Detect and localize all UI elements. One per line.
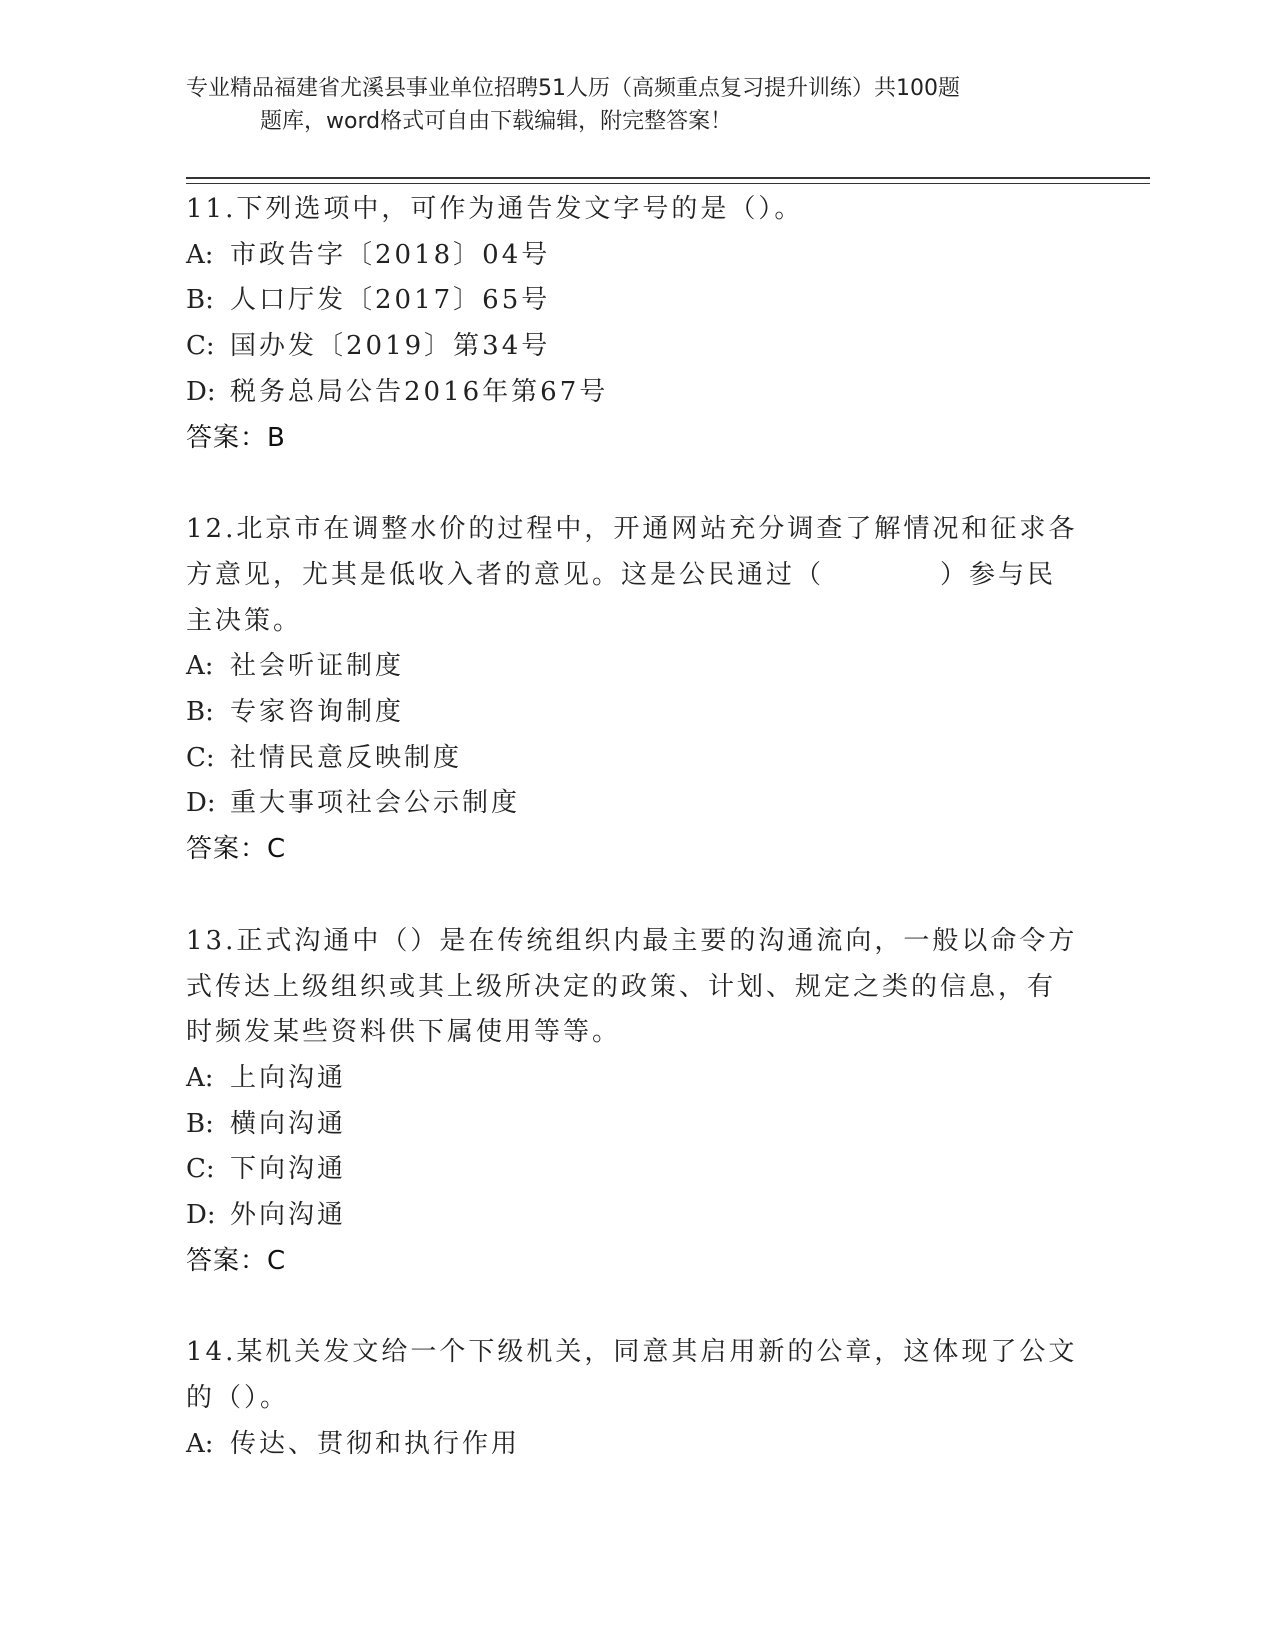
option-text: 税务总局公告2016年第67号 bbox=[230, 376, 609, 407]
option-text: 上向沟通 bbox=[230, 1062, 347, 1093]
option-d bbox=[186, 1193, 1086, 1239]
question-11 bbox=[186, 187, 1086, 461]
answer-line: 答案：C bbox=[186, 1245, 287, 1276]
option-letter: B: bbox=[186, 1108, 214, 1139]
option-b bbox=[186, 690, 1086, 736]
option-c bbox=[186, 1147, 1086, 1193]
option-letter: A: bbox=[186, 239, 214, 270]
question-stem-line: 11.下列选项中，可作为通告发文字号的是（）。 bbox=[186, 194, 804, 224]
option-text: 下向沟通 bbox=[230, 1154, 347, 1185]
option-letter: C: bbox=[186, 742, 215, 773]
question-12 bbox=[186, 507, 1086, 873]
question-stem-line: 14.某机关发文给一个下级机关，同意其启用新的公章，这体现了公文 bbox=[186, 1337, 1078, 1368]
option-a bbox=[186, 1422, 1086, 1468]
option-text: 社情民意反映制度 bbox=[230, 742, 463, 773]
header-divider-thick bbox=[186, 177, 1150, 179]
option-text: 重大事项社会公示制度 bbox=[230, 788, 521, 819]
option-b bbox=[186, 1102, 1086, 1148]
option-text: 市政告字〔2018〕04号 bbox=[230, 239, 551, 270]
option-text: 国办发〔2019〕第34号 bbox=[230, 331, 551, 362]
option-text: 专家咨询制度 bbox=[230, 697, 405, 728]
option-letter: D: bbox=[186, 376, 216, 407]
option-text: 人口厅发〔2017〕65号 bbox=[230, 285, 551, 316]
option-letter: D: bbox=[186, 1200, 216, 1231]
option-a bbox=[186, 1056, 1086, 1102]
question-13 bbox=[186, 919, 1086, 1285]
option-text: 横向沟通 bbox=[230, 1108, 347, 1139]
option-letter: D: bbox=[186, 788, 216, 819]
option-letter: B: bbox=[186, 285, 214, 316]
option-d bbox=[186, 370, 1086, 416]
option-a bbox=[186, 644, 1086, 690]
question-stem-line: 时频发某些资料供下属使用等等。 bbox=[186, 1017, 622, 1048]
option-letter: C: bbox=[186, 331, 215, 362]
option-letter: C: bbox=[186, 1154, 215, 1185]
document-header bbox=[186, 72, 1086, 138]
header-divider-thin bbox=[186, 183, 1150, 184]
question-stem-line: 方意见，尤其是低收入者的意见。这是公民通过（ ）参与民 bbox=[186, 559, 1057, 590]
option-text: 外向沟通 bbox=[230, 1200, 347, 1231]
answer-line: 答案：C bbox=[186, 834, 287, 865]
header-title-line1: 专业精品福建省尤溪县事业单位招聘51人历（高频重点复习提升训练）共100题 bbox=[186, 76, 960, 101]
question-stem-line: 式传达上级组织或其上级所决定的政策、计划、规定之类的信息，有 bbox=[186, 971, 1057, 1002]
option-b bbox=[186, 278, 1086, 324]
option-text: 传达、贯彻和执行作用 bbox=[230, 1428, 521, 1459]
option-text: 社会听证制度 bbox=[230, 651, 405, 682]
answer-line: 答案：B bbox=[186, 422, 286, 453]
option-c bbox=[186, 324, 1086, 370]
option-d bbox=[186, 781, 1086, 827]
question-list bbox=[186, 187, 1086, 1514]
question-stem-line: 的（）。 bbox=[186, 1383, 290, 1414]
option-a bbox=[186, 233, 1086, 279]
option-c bbox=[186, 736, 1086, 782]
option-letter: A: bbox=[186, 651, 214, 682]
question-stem-line: 主决策。 bbox=[186, 605, 303, 636]
option-letter: A: bbox=[186, 1062, 214, 1093]
option-letter: B: bbox=[186, 697, 214, 728]
option-letter: A: bbox=[186, 1428, 214, 1459]
question-14 bbox=[186, 1330, 1086, 1467]
header-title-line2: 题库，word格式可自由下载编辑，附完整答案！ bbox=[260, 109, 733, 134]
question-stem-line: 13.正式沟通中（）是在传统组织内最主要的沟通流向，一般以命令方 bbox=[186, 925, 1078, 956]
question-stem-line: 12.北京市在调整水价的过程中，开通网站充分调查了解情况和征求各 bbox=[186, 514, 1078, 545]
